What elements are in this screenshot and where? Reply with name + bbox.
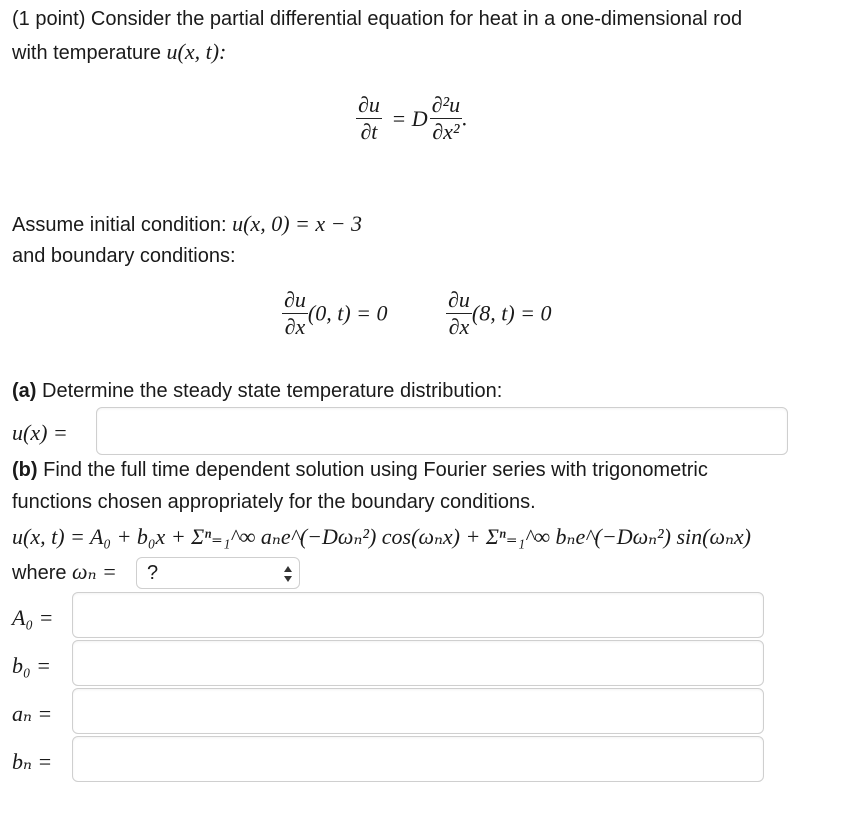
answer-input-an[interactable] [72,688,764,734]
answer-label-b0: b₀ = [12,653,51,678]
steady-state-input[interactable] [96,407,788,455]
answer-label-a0: A₀ = [12,605,54,630]
pde-equation [356,92,468,145]
bc-left-denominator: ∂x [284,314,306,339]
answer-input-a0[interactable] [72,592,764,638]
bc-right-rest: (8, t) = 0 [471,300,552,326]
pde-equals-d: = D [391,105,428,131]
bc-right-numerator: ∂u [448,287,470,312]
answer-input-b0[interactable] [72,640,764,686]
bc-left-fraction [282,287,308,340]
pde-rhs-denominator: ∂x² [432,119,460,144]
intro-line-2-math: u(x, t): [166,39,227,64]
intro-line-2 [12,40,226,65]
pde-lhs-denominator: ∂t [360,119,378,144]
pde-period: . [462,105,468,131]
intro-line-2-text: with temperature [12,42,167,64]
bc-left-numerator: ∂u [284,287,306,312]
pde-rhs-fraction [430,92,462,145]
answer-label-bn: bₙ = [12,749,53,774]
select-arrows-icon [283,564,293,584]
intro-line-1: (1 point) Consider the partial differential equation for heat in a one-dimensional rod [12,8,743,30]
boundary-condition-left [282,287,388,340]
where-math: ωₙ = [72,559,117,584]
part-a-prompt [12,379,502,403]
where-text: where [12,562,73,584]
answer-input-bn[interactable] [72,736,764,782]
answer-label-an: aₙ = [12,701,53,726]
boundary-condition-right [446,287,552,340]
part-b-prompt-line-1 [12,458,708,482]
where-omega [12,560,117,585]
fourier-series: u(x, t) = A₀ + b₀x + Σⁿ₌₁^∞ aₙe^(−Dωₙ²) cos(ωₙx) + Σⁿ₌₁^∞ bₙe^(−Dωₙ²) sin(ωₙx) [12,524,751,549]
boundary-conditions-label: and boundary conditions: [12,245,236,267]
pde-rhs-numerator: ∂²u [431,92,461,117]
initial-condition [12,212,362,237]
bc-right-denominator: ∂x [448,314,470,339]
bc-left-rest: (0, t) = 0 [307,300,388,326]
part-b-label: (b) [12,459,38,481]
part-b-prompt-line-2: functions chosen appropriately for the boundary conditions. [12,491,536,513]
initial-condition-math: u(x, 0) = x − 3 [232,211,362,236]
omega-select[interactable] [136,557,300,589]
omega-select-value: ? [147,562,159,584]
part-a-text: Determine the steady state temperature distribution: [36,380,503,402]
pde-lhs-numerator: ∂u [358,92,380,117]
part-b-text-1: Find the full time dependent solution using Fourier series with trigonometric [37,459,708,481]
bc-right-fraction [446,287,472,340]
initial-condition-text: Assume initial condition: [12,214,233,236]
part-a-label: (a) [12,380,37,402]
pde-lhs-fraction [356,92,382,145]
part-a-lhs: u(x) = [12,420,68,445]
